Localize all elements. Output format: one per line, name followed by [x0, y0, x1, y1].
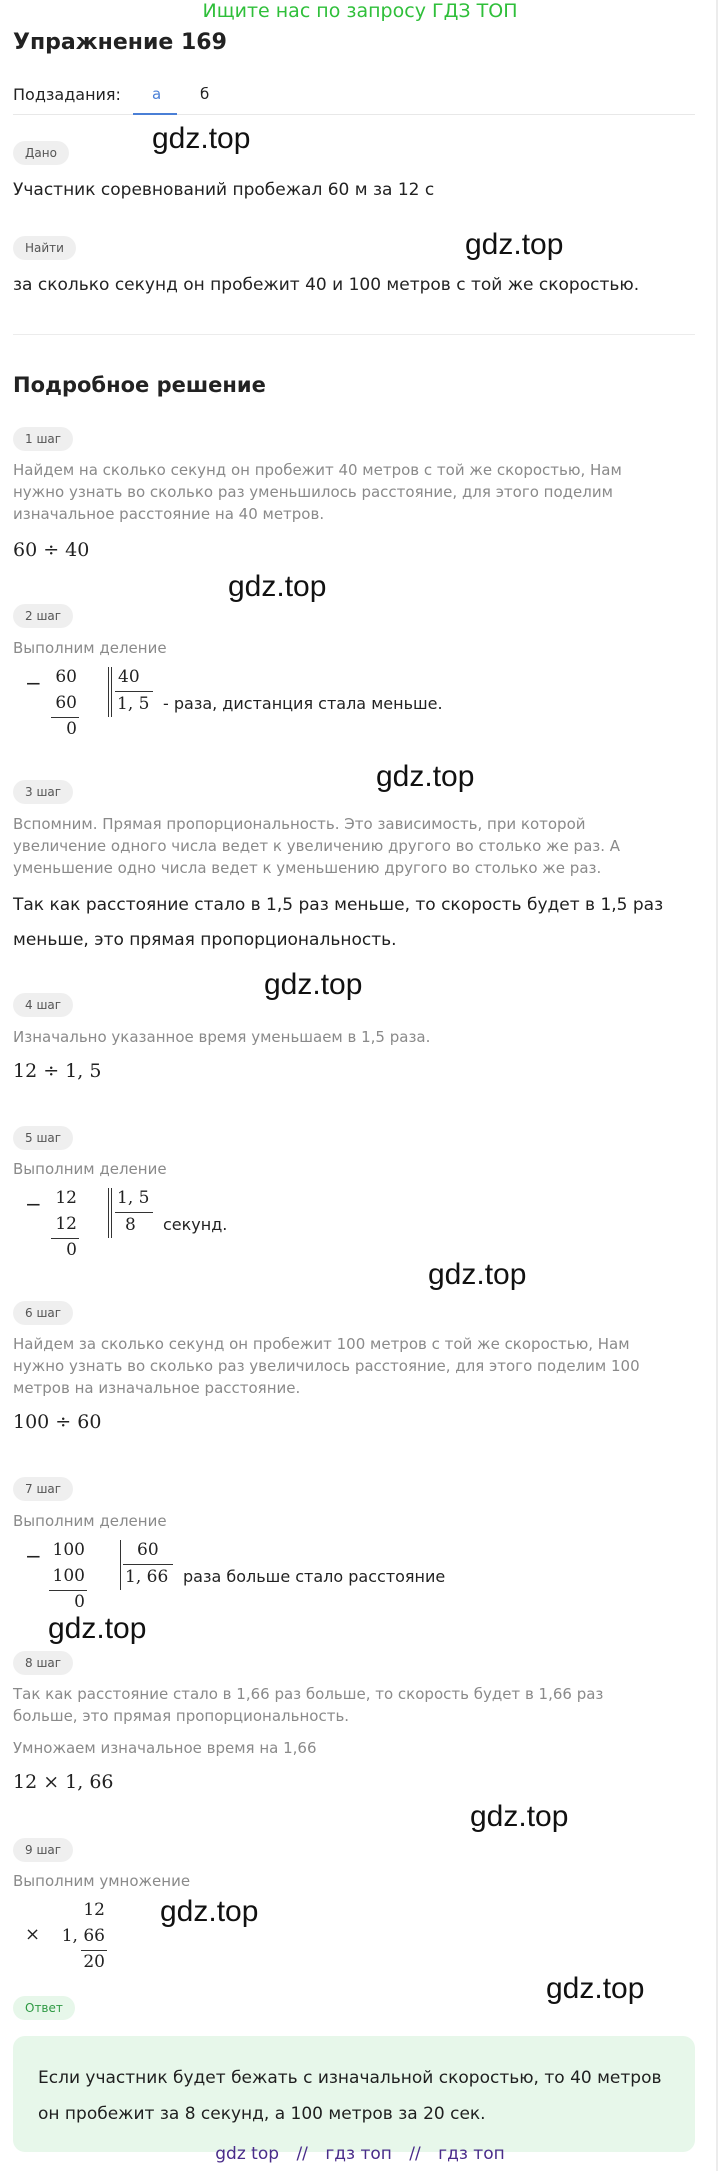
division-dividend: 12 [55, 1188, 77, 1208]
column-multiplication: × 12 1, 66 20 [25, 1900, 105, 1972]
step-badge: 4 шаг [13, 993, 73, 1017]
step-note: - раза, дистанция стала меньше. [163, 694, 443, 713]
product: 20 [83, 1952, 105, 1972]
section-divider [13, 334, 695, 335]
step-badge: 5 шаг [13, 1126, 73, 1150]
footer-link[interactable]: gdz top [215, 2144, 280, 2164]
division-quotient: 1, 5 [117, 694, 150, 714]
solution-heading: Подробное решение [13, 373, 266, 397]
step-text: Выполним деление [13, 639, 167, 657]
division-product: 100 [52, 1566, 85, 1586]
division-divisor: 60 [137, 1540, 159, 1560]
step-text: Найдем за сколько секунд он пробежит 100 метров с той же скоростью, Нам нужно узнать во сколько раз увеличилось расстояние, для этого поделим 100 метров на изначальное расстояние. [13, 1335, 640, 1397]
step-badge: 9 шаг [13, 1838, 73, 1862]
watermark: gdz.top [264, 968, 363, 1001]
step-expression: 12 ÷ 1, 5 [13, 1060, 102, 1082]
given-text: Участник соревнований пробежал 60 м за 12 с [13, 180, 435, 200]
watermark: gdz.top [428, 1258, 527, 1291]
division-product: 60 [55, 693, 77, 713]
active-tab-indicator [133, 113, 177, 115]
division-product: 12 [55, 1214, 77, 1234]
find-badge: Найти [13, 236, 76, 260]
step-expression: 100 ÷ 60 [13, 1411, 102, 1433]
division-divisor: 40 [118, 667, 140, 687]
footer-separator: // [296, 2144, 308, 2164]
step-badge: 7 шаг [13, 1477, 73, 1501]
step-text: Изначально указанное время уменьшаем в 1,5 раза. [13, 1028, 431, 1046]
step-text: Выполним умножение [13, 1872, 191, 1890]
step-badge: 6 шаг [13, 1301, 73, 1325]
step-expression: 12 × 1, 66 [13, 1771, 114, 1793]
footer-link[interactable]: гдз топ [325, 2144, 392, 2164]
watermark: gdz.top [152, 122, 251, 155]
division-quotient: 8 [125, 1215, 136, 1235]
division-dividend: 60 [55, 667, 77, 687]
tabs-divider [13, 114, 695, 115]
watermark: gdz.top [228, 570, 327, 603]
search-banner[interactable]: Ищите нас по запросу ГДЗ ТОП [202, 0, 518, 22]
step-badge: 8 шаг [13, 1651, 73, 1675]
watermark: gdz.top [160, 1895, 259, 1928]
step-text: Выполним деление [13, 1512, 167, 1530]
step-note: раза больше стало расстояние [183, 1567, 446, 1586]
step-badge: 2 шаг [13, 604, 73, 628]
multiplier: 1, 66 [61, 1926, 105, 1946]
step-conclusion: Так как расстояние стало в 1,5 раз меньше, то скорость будет в 1,5 раз меньше, это прямая пропорциональность. [13, 895, 664, 950]
footer-link[interactable]: гдз топ [438, 2144, 505, 2164]
tab-b[interactable]: б [200, 85, 210, 103]
watermark: gdz.top [546, 1972, 645, 2005]
long-division: − 100 100 0 60 1, 66 [13, 1536, 193, 1616]
step-text-secondary: Умножаем изначальное время на 1,66 [13, 1739, 317, 1757]
subtasks-label: Подзадания: [13, 85, 121, 104]
division-remainder: 0 [66, 719, 77, 739]
tab-a[interactable]: а [152, 85, 162, 103]
right-edge-divider [716, 0, 718, 2171]
division-remainder: 0 [74, 1592, 85, 1612]
step-text: Найдем на сколько секунд он пробежит 40 метров с той же скоростью, Нам нужно узнать во сколько раз уменьшилось расстояние, для этого поделим изначальное расстояние на 40 метров. [13, 461, 622, 523]
step-expression: 60 ÷ 40 [13, 539, 90, 561]
step-badge: 3 шаг [13, 780, 73, 804]
given-badge: Дано [13, 141, 69, 165]
step-note: секунд. [163, 1215, 228, 1234]
page-title: Упражнение 169 [13, 30, 227, 55]
step-text: Вспомним. Прямая пропорциональность. Это зависимость, при которой увеличение одного числа ведет к увеличению другого во столько же раз. А уменьшение одно числа ведет к уменьшению другого во столько же раз. [13, 815, 621, 877]
division-remainder: 0 [66, 1240, 77, 1260]
step-badge: 1 шаг [13, 427, 73, 451]
watermark: gdz.top [465, 228, 564, 261]
answer-text: Если участник будет бежать с изначальной скоростью, то 40 метров он пробежит за 8 секунд, а 100 метров за 20 сек. [38, 2068, 662, 2124]
footer-links [0, 2144, 720, 2164]
footer-separator: // [409, 2144, 421, 2164]
watermark: gdz.top [376, 760, 475, 793]
answer-badge: Ответ [13, 1996, 75, 2020]
watermark: gdz.top [470, 1800, 569, 1833]
division-quotient: 1, 66 [125, 1567, 169, 1587]
step-text: Выполним деление [13, 1160, 167, 1178]
long-division: − 12 12 0 1, 5 8 [13, 1184, 173, 1264]
multiplicand: 12 [83, 1900, 105, 1920]
step-text: Так как расстояние стало в 1,66 раз больше, то скорость будет в 1,66 раз больше, это прямая пропорциональность. [13, 1685, 604, 1725]
watermark: gdz.top [48, 1612, 147, 1645]
division-dividend: 100 [52, 1540, 85, 1560]
find-text: за сколько секунд он пробежит 40 и 100 метров с той же скоростью. [13, 275, 640, 295]
division-divisor: 1, 5 [117, 1188, 150, 1208]
long-division: − 60 60 0 40 1, 5 [13, 663, 173, 743]
